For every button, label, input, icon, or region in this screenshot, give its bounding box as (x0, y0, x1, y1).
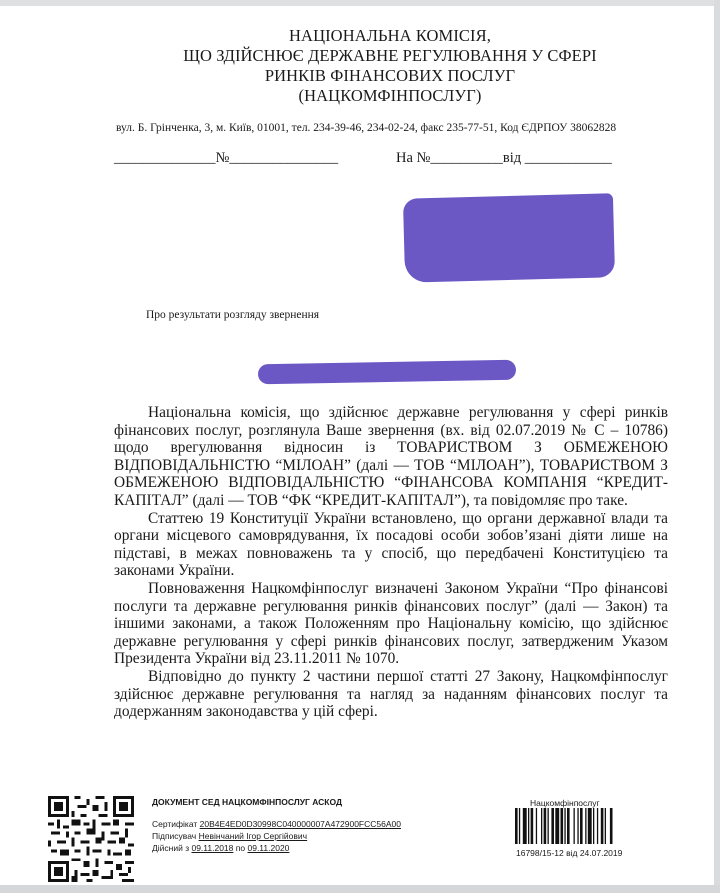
barcode-label: Нацкомфінпослуг (530, 798, 600, 808)
signer-label: Підписувач (152, 831, 197, 841)
redacted-addressee-name (258, 360, 516, 384)
signer-value: Невінчаний Ігор Сергійович (198, 831, 308, 841)
body-paragraph-1: Національна комісія, що здійснює державне регулювання у сфері ринків фінансових послуг, розглянула Ваше звернення (вх. від 02.07.2019 № С – 10786) щодо врегулювання відносин із ТОВАРИСТВОМ З ОБМЕЖЕНОЮ ВІДПОВІДАЛЬНІСТЮ “МІЛОАН” (далі — ТОВ “МІЛОАН”), ТОВАРИСТВОМ З ОБМЕЖЕНОЮ ВІДПОВІДАЛЬНІСТЮ “ФІНАНСОВА КОМПАНІЯ “КРЕДИТ-КАПІТАЛ” (далі — ТОВ “ФК “КРЕДИТ-КАПІТАЛ”), та повідомляє про таке. (114, 404, 668, 509)
footer-validity (152, 843, 289, 853)
validity-to: 09.11.2020 (247, 843, 290, 853)
letterhead-line-2: ЩО ЗДІЙСНЮЄ ДЕРЖАВНЕ РЕГУЛЮВАННЯ У СФЕРІ (183, 46, 597, 65)
page-edge-right (714, 0, 720, 893)
barcode-number: 16798/15-12 від 24.07.2019 (516, 848, 623, 858)
footer-document-title: ДОКУМЕНТ СЕД НАЦКОМФІНПОСЛУГ АСКОД (152, 797, 343, 807)
incoming-number-line: На №__________від ____________ (396, 150, 612, 166)
letter-body (114, 404, 668, 721)
address-line: вул. Б. Грінченка, 3, м. Київ, 01001, тел. 234-39-46, 234-02-24, факс 235-77-51, Код ЄДРПОУ 38062828 (116, 122, 617, 134)
page-edge-bottom (0, 885, 720, 893)
validity-label: Дійсний з (152, 843, 190, 853)
certificate-value: 20B4E4ED0D30998C040000007A472900FCC56A00 (199, 819, 401, 829)
redacted-recipient-block (403, 193, 615, 282)
outgoing-number-line: ______________№_______________ (114, 150, 339, 166)
letterhead (0, 26, 720, 106)
letterhead-line-4: (НАЦКОМФІНПОСЛУГ) (298, 86, 482, 105)
footer-signer (152, 831, 307, 841)
barcode (515, 808, 643, 844)
qr-code (48, 796, 134, 882)
page-edge-top (0, 0, 720, 6)
body-paragraph-3: Повноваження Нацкомфінпослуг визначені Законом України “Про фінансові послуги та державне регулювання ринків фінансових послуг” (далі — Закон) та іншими законами, а також Положенням про Національну комісію, що здійснює державне регулювання у сфері ринків фінансових послуг, затвердженим Указом Президента України від 23.11.2011 № 1070. (114, 579, 668, 668)
letterhead-line-1: НАЦІОНАЛЬНА КОМІСІЯ, (289, 26, 491, 45)
letterhead-line-3: РИНКІВ ФІНАНСОВИХ ПОСЛУГ (264, 66, 516, 85)
body-paragraph-2: Статтею 19 Конституції України встановлено, що органи державної влади та органи місцевого самоврядування, їх посадові особи зобов’язані діяти лише на підставі, в межах повноважень та у спосіб, що передбачені Конституцією та законами України. (114, 509, 668, 580)
validity-to-label: по (235, 843, 246, 853)
subject-line: Про результати розгляду звернення (146, 309, 320, 321)
footer-certificate (152, 819, 401, 829)
validity-from: 09.11.2018 (191, 843, 234, 853)
certificate-label: Сертифікат (152, 819, 198, 829)
body-paragraph-4: Відповідно до пункту 2 частини першої статті 27 Закону, Нацкомфінпослуг здійснює державне регулювання та нагляд за наданням фінансових послуг та додержанням законодавства у цій сфері. (114, 667, 668, 721)
